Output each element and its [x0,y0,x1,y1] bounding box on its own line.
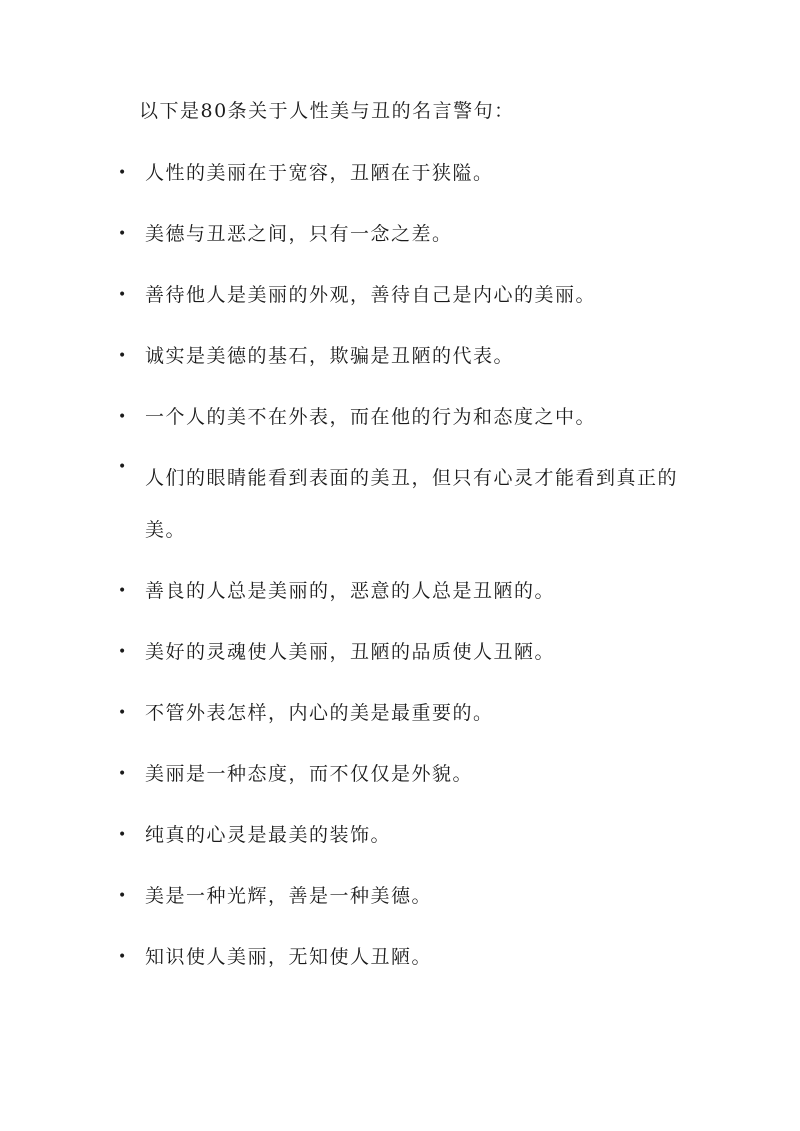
list-item [0,402,800,432]
list-item [0,820,800,850]
bullet-icon: • [118,644,127,660]
list-item [0,280,800,310]
quote-text: 美丽是一种态度，而不仅仅是外貌。 [145,763,474,785]
bullet-icon: • [118,409,127,425]
intro-paragraph: 以下是80条关于人性美与丑的名言警句： [139,100,515,122]
list-item [0,158,800,188]
quote-text: 美是一种光辉，善是一种美德。 [145,885,433,907]
list-item [0,881,800,911]
quote-text: 善待他人是美丽的外观，善待自己是内心的美丽。 [145,284,597,306]
quote-text: 不管外表怎样，内心的美是最重要的。 [145,702,494,724]
quote-text: 一个人的美不在外表，而在他的行为和态度之中。 [145,406,597,428]
quote-list [0,158,800,1003]
list-item [0,341,800,371]
quote-text: 知识使人美丽，无知使人丑陋。 [145,946,433,968]
list-item [0,219,800,249]
quote-text: 人们的眼睛能看到表面的美丑，但只有心灵才能看到真正的美。 [145,467,679,541]
bullet-icon: • [118,949,127,965]
bullet-icon: • [118,226,127,242]
list-item [0,452,800,556]
bullet-icon: • [118,583,127,599]
bullet-icon: • [118,766,127,782]
quote-text: 美好的灵魂使人美丽，丑陋的品质使人丑陋。 [145,641,556,663]
list-item [0,698,800,728]
quote-text: 善良的人总是美丽的，恶意的人总是丑陋的。 [145,580,556,602]
bullet-icon: • [118,348,127,364]
list-item [0,637,800,667]
list-item [0,942,800,972]
list-item [0,759,800,789]
list-item [0,576,800,606]
bullet-icon: • [118,165,127,181]
bullet-icon: • [118,705,127,721]
bullet-icon: • [118,888,127,904]
quote-text: 人性的美丽在于宽容，丑陋在于狭隘。 [145,162,494,184]
bullet-icon: • [118,827,127,843]
bullet-icon: • [118,459,127,475]
quote-text: 诚实是美德的基石，欺骗是丑陋的代表。 [145,345,515,367]
quote-text: 美德与丑恶之间，只有一念之差。 [145,223,453,245]
bullet-icon: • [118,287,127,303]
quote-text: 纯真的心灵是最美的装饰。 [145,824,392,846]
